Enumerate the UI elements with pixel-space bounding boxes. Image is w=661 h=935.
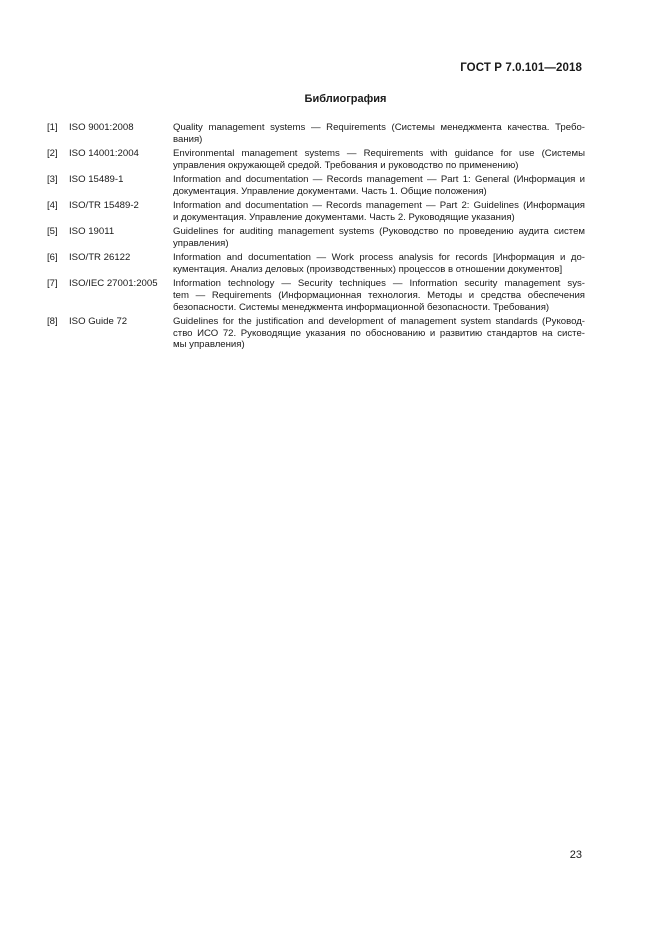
entry-number: [7] (47, 278, 58, 290)
title-line: Quality management systems — Requirements (Системы менеджмента качества. Требо- (173, 122, 585, 133)
bibliography-entry (47, 122, 585, 145)
title-line: Environmental management systems — Requirements with guidance for use (Системы (173, 148, 585, 160)
entry-number: [5] (47, 226, 58, 238)
standard-title (173, 122, 585, 145)
standard-code: ISO 15489-1 (69, 174, 124, 186)
bibliography-entry (47, 174, 585, 197)
title-line: документация. Управление документами. Часть 1. Общие положения) (173, 185, 487, 197)
entry-number: [8] (47, 316, 58, 328)
bibliography-list (47, 122, 585, 354)
standard-code: ISO/IEC 27001:2005 (69, 278, 158, 290)
standard-code: ISO/TR 26122 (69, 252, 131, 264)
standard-title (173, 174, 585, 197)
bibliography-entry (47, 226, 585, 249)
title-line: мы управления) (173, 339, 245, 351)
standard-code: ISO/TR 15489-2 (69, 200, 139, 212)
standard-code: ISO 9001:2008 (69, 122, 134, 133)
title-line: Guidelines for auditing management systems (Руководство по проведению аудита систем (173, 226, 585, 238)
title-line: кументация. Анализ деловых (производственных) процессов в отношении документов] (173, 263, 563, 275)
standard-title (173, 226, 585, 249)
bibliography-entry (47, 252, 585, 275)
bibliography-entry (47, 278, 585, 313)
standard-title (173, 252, 585, 275)
entry-number: [3] (47, 174, 58, 186)
title-line: безопасности. Системы менеджмента информационной безопасности. Требования) (173, 301, 550, 313)
entry-number: [1] (47, 122, 58, 133)
standard-title (173, 316, 585, 351)
title-line: ство ИСО 72. Руководящие указания по обоснованию и развитию стандартов на систе- (173, 327, 585, 339)
title-line: вания) (173, 133, 203, 145)
title-line: Information and documentation — Work process analysis for records [Информация и до- (173, 252, 585, 264)
title-line: Guidelines for the justification and development of management system standards (Руковод- (173, 316, 585, 328)
page-number: 23 (569, 849, 582, 861)
bibliography-entry (47, 316, 585, 351)
entry-number: [2] (47, 148, 58, 160)
bibliography-entry (47, 148, 585, 171)
standard-code: ISO 19011 (69, 226, 115, 238)
title-line: и документация. Управление документами. Часть 2. Руководящие указания) (173, 211, 515, 223)
title-line: tem — Requirements (Информационная технология. Методы и средства обеспечения (173, 290, 585, 302)
standard-code: ISO Guide 72 (69, 316, 128, 328)
title-line: управления окружающей средой. Требования и руководство по применению) (173, 159, 519, 171)
bibliography-entry (47, 200, 585, 223)
title-line: Information and documentation — Records management — Part 1: General (Информация и (173, 174, 585, 186)
title-line: Information technology — Security techniques — Information security management sys- (173, 278, 585, 290)
standard-title (173, 148, 585, 171)
title-line: управления) (173, 237, 229, 249)
title-line: Information and documentation — Records management — Part 2: Guidelines (Информация (173, 200, 585, 212)
document-code: ГОСТ Р 7.0.101—2018 (460, 62, 582, 74)
standard-title (173, 200, 585, 223)
standard-code: ISO 14001:2004 (69, 148, 139, 160)
entry-number: [6] (47, 252, 58, 264)
standard-title (173, 278, 585, 313)
section-title: Библиография (304, 93, 387, 105)
entry-number: [4] (47, 200, 58, 212)
